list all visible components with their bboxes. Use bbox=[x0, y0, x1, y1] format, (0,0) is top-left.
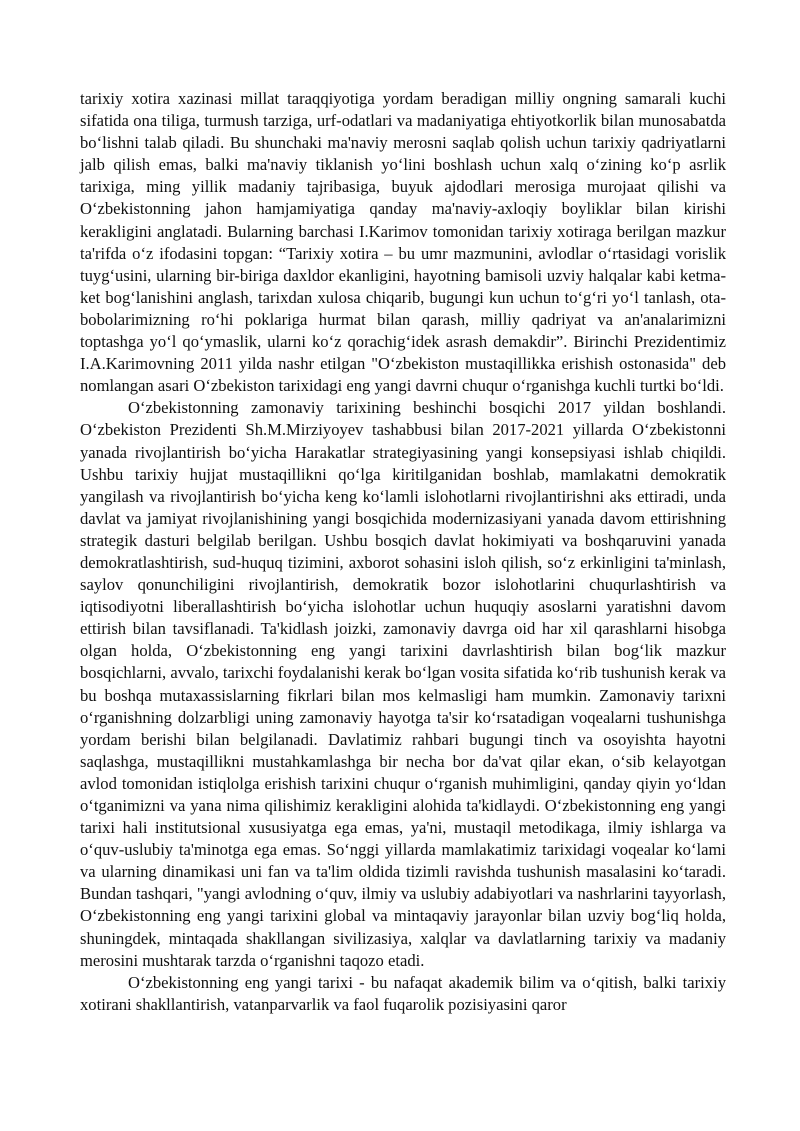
document-page bbox=[80, 88, 726, 1016]
paragraph-newest-history: O‘zbekistonning eng yangi tarixi - bu nafaqat akademik bilim va o‘qitish, balki tarixiy xotirani shakllantirish, vatanparvarlik va faol fuqarolik pozisiyasini qaror bbox=[80, 972, 726, 1014]
paragraph-historical-memory: tarixiy xotira xazinasi millat taraqqiyotiga yordam beradigan milliy ongning samarali kuchi sifatida ona tiliga, turmush tarziga, urf-odatlari va madaniyatiga ehtiyotkorlik bilan munosabatda bo‘lishni talab qiladi. Bu shunchaki ma'naviy merosni saqlab qolish uchun tarixiy qadriyatlarni jalb qilish emas, balki ma'naviy tiklanish yo‘lini boshlash uchun xalq o‘zining ko‘p asrlik tarixiga, ming yillik madaniy tajribasiga, buyuk ajdodlari merosiga murojaat qilishi va O‘zbekistonning jahon hamjamiyatiga qanday ma'naviy-axloqiy boyliklar bilan kirishi kerakligini anglatadi. Bularning barchasi I.Karimov tomonidan tarixiy xotiraga berilgan mazkur ta'rifda o‘z ifodasini topgan: “Tarixiy xotira – bu umr mazmunini, avlodlar o‘rtasidagi vorislik tuyg‘usini, ularning bir-biriga daxldor ekanligini, hayotning bamisoli uzviy halqalar kabi ketma-ket bog‘lanishini anglash, tarixdan xulosa chiqarib, bugungi kun uchun to‘g‘ri yo‘l tanlash, ota-bobolarimizning ro‘hi poklariga hurmat bilan qarash, milliy qadriyat va an'analarimizni toptashga yo‘l qo‘ymaslik, ularni ko‘z qorachig‘idek asrash demakdir”. Birinchi Prezidentimiz I.A.Karimovning 2011 yilda nashr etilgan "O‘zbekiston mustaqillikka erishish ostonasida" deb nomlangan asari O‘zbekiston tarixidagi eng yangi davrni chuqur o‘rganishga kuchli turtki bo‘ldi. bbox=[80, 89, 726, 396]
paragraph-fifth-stage: O‘zbekistonning zamonaviy tarixining beshinchi bosqichi 2017 yildan boshlandi. O‘zbekiston Prezidenti Sh.M.Mirziyoyev tashabbusi bilan 2017-2021 yillarda O‘zbekistonni yanada rivojlantirish bo‘yicha Harakatlar strategiyasining yangi konsepsiyasi ishlab chiqildi. Ushbu tarixiy hujjat mustaqillikni qo‘lga kiritilganidan boshlab, mamlakatni demokratik yangilash va rivojlantirish bo‘yicha keng ko‘lamli islohotlarni rivojlantirishni aks ettiradi, unda davlat va jamiyat rivojlanishining yangi bosqichida modernizasiyani yanada davom ettirishning strategik dasturi belgilab berilgan. Ushbu bosqich davlat hokimiyati va boshqaruvini yanada demokratlashtirish, sud-huquq tizimini, axborot sohasini isloh qilish, so‘z erkinligini ta'minlash, saylov qonunchiligini rivojlantirish, demokratik bozor islohotlarini chuqurlashtirish va iqtisodiyotni liberallashtirish bo‘yicha islohotlar uchun huquqiy asoslarni yaratishni davom ettirish bilan tavsiflanadi. Ta'kidlash joizki, zamonaviy davrga oid har xil qarashlarni hisobga olgan holda, O‘zbekistonning eng yangi tarixini davrlashtirish bilan bog‘lik mazkur bosqichlarni, avvalo, tarixchi foydalanishi kerak bo‘lgan vosita sifatida ko‘rib tushunish kerak va bu boshqa mutaxassislarning fikrlari bilan mos kelmasligi ham mumkin. Zamonaviy tarixni o‘rganishning dolzarbligi uning zamonaviy hayotga ta'sir ko‘rsatadigan voqealarni tushunishga yordam berishi bilan belgilanadi. Davlatimiz rahbari bugungi tinch va osoyishta hayotni saqlashga, mustaqillikni mustahkamlashga bir necha bor da'vat qilar ekan, o‘sib kelayotgan avlod tomonidan istiqlolga erishish tarixini chuqur o‘rganish muhimligini, qanday qiyin yo‘ldan o‘tganimizni va yana nima qilishimiz kerakligini alohida ta'kidlaydi. O‘zbekistonning eng yangi tarixi hali institutsional xususiyatga ega emas, ya'ni, mustaqil metodikaga, ilmiy ishlarga va o‘quv-uslubiy ta'minotga ega emas. So‘nggi yillarda mamlakatimiz tarixidagi voqealar ko‘lami va ularning dinamikasi uni fan va ta'lim oldida tizimli ravishda tushunish masalasini ko‘taradi. Bundan tashqari, "yangi avlodning o‘quv, ilmiy va uslubiy adabiyotlari va nashrlarini tayyorlash, O‘zbekistonning eng yangi tarixini global va mintaqaviy jarayonlar bilan uzviy bog‘liq holda, shuningdek, mintaqada shakllangan sivilizasiya, xalqlar va davlatlarning tarixiy va madaniy merosini mushtarak tarzda o‘rganishni taqozo etadi. bbox=[80, 398, 726, 970]
